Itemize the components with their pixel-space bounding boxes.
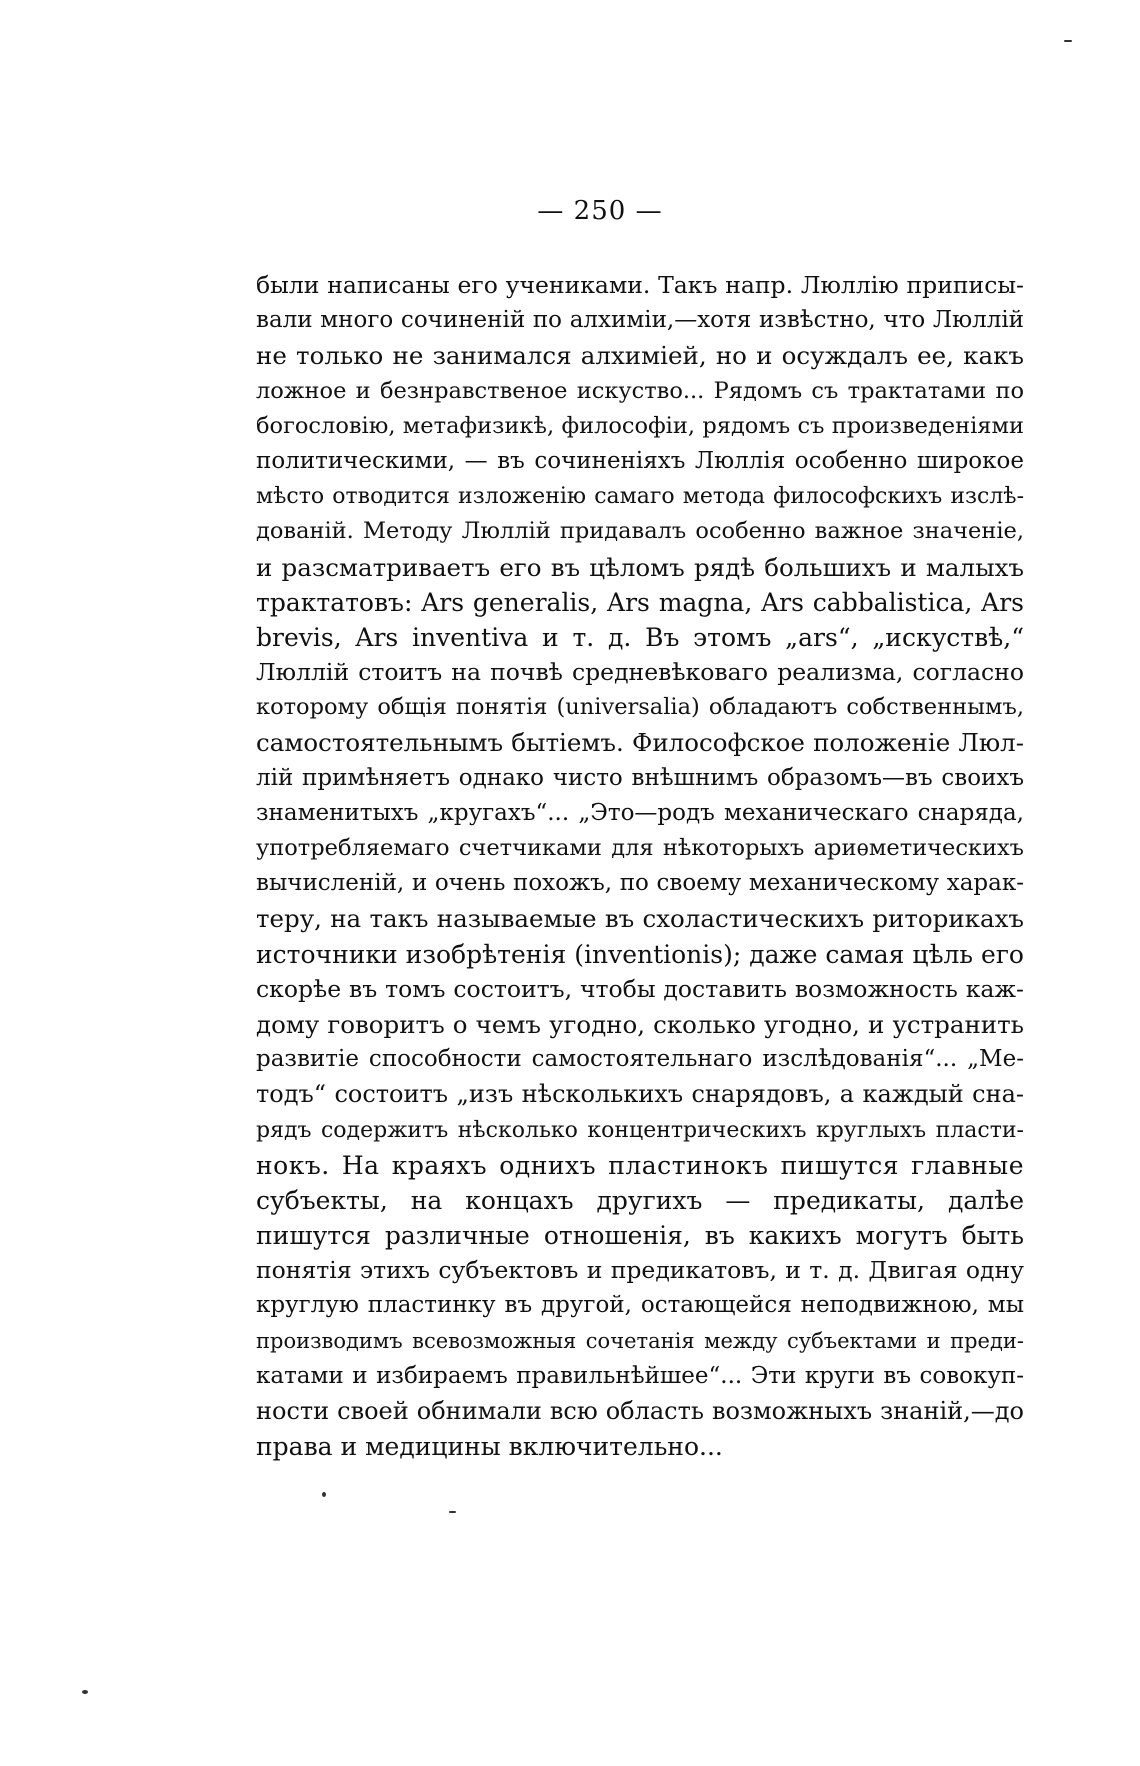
text-line: нокъ. На краяхъ однихъ пластинокъ пишутся главные <box>256 1150 1024 1180</box>
scan-speck <box>322 1492 326 1497</box>
text-line: мѣсто отводится изложенію самаго метода философскихъ изслѣ- <box>256 484 1024 510</box>
text-line: употребляемаго счетчиками для нѣкоторыхъ ариѳметическихъ <box>256 835 1024 861</box>
text-line: скорѣе въ томъ состоитъ, чтобы доставить возможность каж- <box>256 974 1024 1003</box>
text-line: тодъ“ состоитъ „изъ нѣсколькихъ снарядовъ, а каждый сна- <box>256 1080 1024 1109</box>
text-line: трактатовъ: Ars generalis, Ars magna, Ars cabbalistica, Ars <box>256 587 1024 617</box>
text-line: brevis, Ars inventiva и т. д. Въ этомъ „ars“, „искуствѣ,“ <box>256 622 1024 652</box>
body-text <box>256 268 1024 1464</box>
text-line: теру, на такъ называемые въ схоластическихъ риторикахъ <box>256 904 1024 934</box>
text-line: и разсматриваетъ его въ цѣломъ рядѣ большихъ и малыхъ <box>256 552 1024 582</box>
text-line: были написаны его учениками. Такъ напр. Люллію приписы- <box>256 271 1024 299</box>
text-line: круглую пластинку въ другой, остающейся неподвижною, мы <box>256 1292 1024 1319</box>
text-line: производимъ всевозможныя сочетанія между субъектами и преди- <box>256 1328 1024 1353</box>
text-line: пишутся различные отношенія, въ какихъ могутъ быть <box>256 1221 1024 1251</box>
text-line: понятія этихъ субъектовъ и предикатовъ, и т. д. Двигая одну <box>256 1256 1024 1285</box>
scan-speck <box>1064 40 1072 42</box>
text-line: богословію, метафизикѣ, философіи, рядомъ съ произведеніями <box>256 412 1024 439</box>
text-line: развитіе способности самостоятельнаго изслѣдованія“... „Ме- <box>256 1046 1024 1073</box>
text-line: дому говоритъ о чемъ угодно, сколько угодно, и устранить <box>256 1009 1024 1039</box>
text-line: знаменитыхъ „кругахъ“... „Это—родъ механическаго снаряда, <box>256 799 1024 826</box>
text-line: политическими, — въ сочиненіяхъ Люллія особенно широкое <box>256 447 1024 474</box>
text-line: источники изобрѣтенія (inventionis); даже самая цѣль его <box>256 939 1024 969</box>
text-line: субъекты, на концахъ другихъ — предикаты, далѣе <box>256 1185 1024 1215</box>
scan-speck <box>449 1511 456 1513</box>
page-number: — 250 — <box>537 196 663 226</box>
text-line: Люллій стоитъ на почвѣ средневѣковаго реализма, согласно <box>256 658 1024 687</box>
text-line: лій примѣняетъ однако чисто внѣшнимъ образомъ—въ своихъ <box>256 764 1024 791</box>
text-line: которому общія понятія (universalia) обладаютъ собственнымъ, <box>256 694 1024 721</box>
text-line: самостоятельнымъ бытіемъ. Философское положеніе Люл- <box>256 728 1024 758</box>
text-line: ности своей обнимали всю область возможныхъ знаній,—до <box>256 1397 1024 1425</box>
text-line: вали много сочиненій по алхиміи,—хотя извѣстно, что Люллій <box>256 307 1024 334</box>
text-line: вычисленій, и очень похожъ, по своему механическому харак- <box>256 870 1024 897</box>
text-line: не только не занимался алхиміей, но и осуждалъ ее, какъ <box>256 341 1024 371</box>
text-line: катами и избираемъ правильнѣйшее“... Эти круги въ совокуп- <box>256 1362 1024 1389</box>
text-line: ложное и безнравственое искуство... Рядомъ съ трактатами по <box>256 377 1024 404</box>
text-line: дованій. Методу Люллій придавалъ особенно важное значеніе, <box>256 518 1024 545</box>
text-line: рядъ содержитъ нѣсколько концентрическихъ круглыхъ пласти- <box>256 1117 1024 1143</box>
scan-speck <box>82 1690 88 1694</box>
text-line: права и медицины включительно... <box>256 1432 723 1462</box>
